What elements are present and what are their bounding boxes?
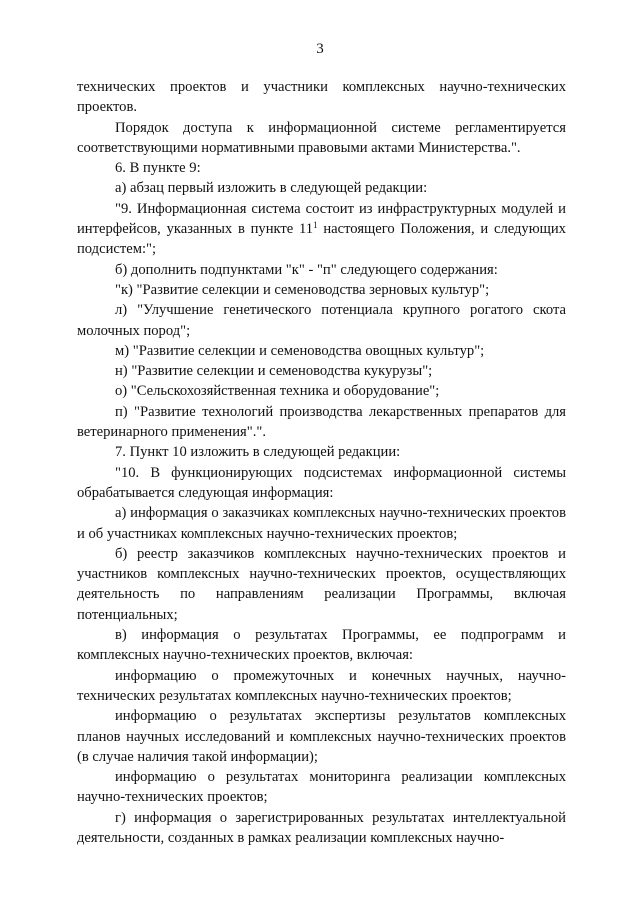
- page-number: 3: [316, 41, 324, 57]
- paragraph-p3: 6. В пункте 9:: [115, 160, 201, 177]
- paragraph-p17: в) информация о результатах Программы, ее подпрограмм и комплексных научно-технических проектов, включая:: [77, 627, 566, 664]
- paragraph-p13: 7. Пункт 10 изложить в следующей редакции:: [115, 444, 401, 461]
- paragraph-p1: технических проектов и участники комплексных научно-технических проектов.: [77, 79, 566, 116]
- paragraph-p20: информацию о результатах мониторинга реализации комплексных научно-технических проектов;: [77, 769, 566, 806]
- paragraph-p10: н) "Развитие селекции и семеноводства кукурузы";: [115, 363, 433, 380]
- paragraph-p12: п) "Развитие технологий производства лекарственных препаратов для ветеринарного применения".".: [77, 403, 566, 441]
- paragraph-p21: г) информация о зарегистрированных результатах интеллектуальной деятельности, созданных в рамках реализации комплексных научно-: [77, 809, 566, 846]
- paragraph-p16: б) реестр заказчиков комплексных научно-технических проектов и участников комплексных научно-технических проектов, осуществляющих деятельность по направлениям реализации Программы, включая потенциальных;: [77, 545, 566, 623]
- paragraph-p14: "10. В функционирующих подсистемах информационной системы обрабатывается следующая информация:: [77, 464, 566, 501]
- footnote-superscript: 1: [313, 220, 318, 231]
- paragraph-text-start: "9. Информационная система состоит из инфраструктурных модулей и интерфейсов, указанных в пункте 11: [77, 200, 566, 238]
- paragraph-p15: а) информация о заказчиках комплексных научно-технических проектов и об участниках комплексных научно-технических проектов;: [77, 505, 566, 542]
- paragraph-p9: м) "Развитие селекции и семеноводства овощных культур";: [115, 342, 485, 359]
- paragraph-p7: "к) "Развитие селекции и семеноводства зерновых культур";: [115, 281, 490, 298]
- paragraph-p6: б) дополнить подпунктами "к" - "п" следующего содержания:: [115, 261, 498, 278]
- paragraph-p11: о) "Сельскохозяйственная техника и оборудование";: [115, 383, 440, 400]
- paragraph-p18: информацию о промежуточных и конечных научных, научно-технических результатах комплексных научно-технических проектов;: [77, 667, 566, 704]
- paragraph-p5: [77, 199, 566, 260]
- paragraph-p19: информацию о результатах экспертизы результатов комплексных планов научных исследований и комплексных научно-технических проектов (в случае наличия такой информации);: [77, 708, 566, 765]
- paragraph-p4: а) абзац первый изложить в следующей редакции:: [115, 180, 428, 197]
- paragraph-p8: л) "Улучшение генетического потенциала крупного рогатого скота молочных пород";: [77, 302, 566, 339]
- paragraph-text-end: настоящего Положения, и следующих подсистем:";: [77, 221, 566, 258]
- document-body: [77, 77, 566, 848]
- paragraph-p2: Порядок доступа к информационной системе регламентируется соответствующими нормативными правовыми актами Министерства.".: [77, 119, 566, 156]
